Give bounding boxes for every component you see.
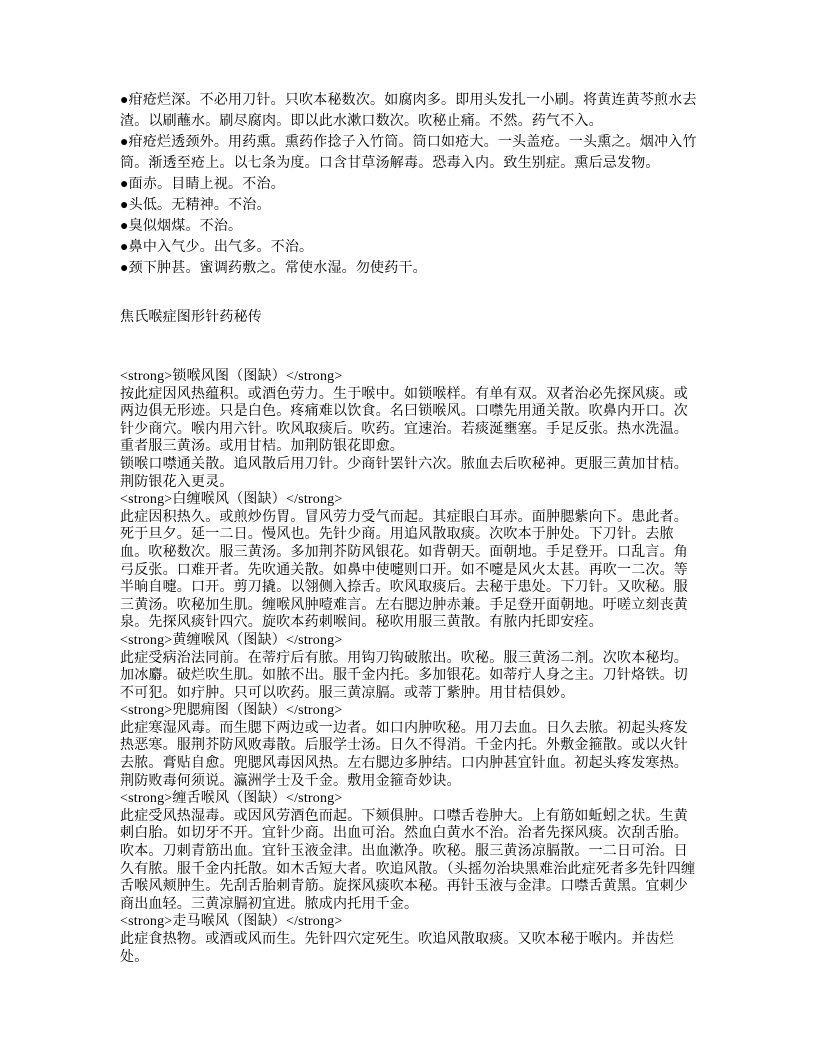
entry-heading: <strong>白缠喉风（图缺）</strong> (120, 492, 343, 508)
entry-heading: <strong>兜腮痈图（图缺）</strong> (120, 703, 343, 719)
note-line: ●疳疮烂透颈外。用药熏。熏药作捻子入竹筒。筒口如疮大。一头盖疮。一头熏之。烟冲入竹筒。渐透至疮上。以七条为度。口含甘草汤解毒。恐毒入内。致生别症。熏后忌发物。 (120, 135, 697, 171)
note-line: ●颈下肿甚。蜜调药敷之。常使水湿。勿使药干。 (120, 261, 427, 276)
note-line: ●臭似烟煤。不治。 (120, 219, 243, 234)
entry-heading: <strong>锁喉风图（图缺）</strong> (120, 369, 343, 384)
entry-paragraph: 按此症因风热蕴积。或酒色劳力。生于喉中。如锁喉样。有单有双。双者治必先探风痰。或两边俱无形迹。只是白色。疼痛难以饮食。名曰锁喉风。口噤先用通关散。吹鼻内开口。次针少商穴。喉内用六针。吹风取痰后。吹药。宜速治。若痰涎壅塞。手足反张。热水洗温。 (120, 386, 688, 437)
entry-heading: <strong>缠舌喉风（图缺）</strong> (120, 791, 343, 807)
entry-paragraph: 锁喉口噤通关散。追风散后用刀针。少商针罢针六次。脓血去后吹秘神。更服三黄加甘桔。荆防银花入更灵。 (120, 456, 688, 490)
note-line: ●鼻中入气少。出气多。不治。 (120, 240, 314, 255)
note-line: ●疳疮烂深。不必用刀针。只吹本秘数次。如腐肉多。即用头发扎一小刷。将黄连黄芩煎水去渣。以刷蘸水。刷尽腐肉。即以此水漱口数次。吹秘止痛。不然。药气不入。 (120, 93, 697, 129)
entry-paragraph: 此症受风热湿毒。或因风劳酒色而起。下颏俱肿。口噤舌卷肿大。上有筋如蚯蚓之状。生黄刺白胎。如切牙不开。宜针少商。出血可治。然血白黄水不治。治者先探风痰。次刮舌胎。吹本。刀刺青筋出血。宜针玉液金津。出血漱净。吹秘。服三黄汤凉膈散。一二日可治。日久有脓。服千金内托散。如木舌短大者。吹追风散。（头摇勿治块黑难治此症死者多先针四缠舌喉风颊肿生。先刮舌胎刺青筋。旋探风痰吹本秘。再针玉液与金津。口噤舌黄黑。宜刺少商出血轻。三黄凉膈初宜进。脓成内托用千金。 (120, 808, 696, 912)
entry-paragraph: 此症寒湿风毒。而生腮下两边或一边者。如口内肿吹秘。用刀去血。日久去脓。初起头疼发热恶寒。服荆芥防风败毒散。后服学士汤。日久不得消。千金内托。外敷金箍散。或以火针去脓。膏贴自愈。兜腮风毒因风热。左右腮边多肿结。口内肿甚宜针血。初起头疼发寒热。荆防败毒何须说。瀛洲学士及千金。敷用金箍奇妙诀。 (120, 720, 688, 789)
entry-paragraph: 重者服三黄汤。或用甘桔。加荆防银花即愈。 (120, 439, 404, 455)
entry-paragraph: 此症受病治法同前。在蒂疔后有脓。用钩刀钩破脓出。吹秘。服三黄汤二剂。次吹本秘均。加冰麝。破烂吹生肌。如脓不出。服千金内托。多加银花。如蒂疔人身之主。刀针烙铁。切不可犯。如疔肿。只可以吹药。服三黄凉膈。或蒂丁紫肿。用甘桔俱妙。 (120, 650, 688, 701)
notes-section (120, 90, 697, 279)
entry-heading: <strong>走马喉风（图缺）</strong> (120, 914, 343, 930)
note-line: ●头低。无精神。不治。 (120, 198, 271, 213)
note-line: ●面赤。目睛上视。不治。 (120, 177, 285, 192)
entry-paragraph: 此症因积热久。或煎炒伤胃。冒风劳力受气而起。其症眼白耳赤。面肿腮紫向下。患此者。死于旦夕。延一二日。慢风也。先针少商。用追风散取痰。次吹本于肿处。下刀针。去脓血。吹秘数次。服三黄汤。多加荆芥防风银花。如背朝天。面朝地。手足登开。口乱言。角弓反张。口难开者。先吹通关散。如鼻中使嚏则口开。如不嚏是风火太甚。再吹一二次。等半晌自嚏。口开。剪刀撬。以翎侧入捺舌。吹风取痰后。去秘于患处。下刀针。又吹秘。服三黄汤。吹秘加生肌。缠喉风肿噎难言。左右腮边肿赤兼。手足登开面朝地。吁嗟立刻丧黄泉。先探风痰针四穴。旋吹本药刺喉间。秘吹用服三黄散。有脓内托即安痊。 (120, 509, 688, 631)
entries-section (120, 368, 697, 966)
entry-paragraph: 此症食热物。或酒或风而生。先针四穴定死生。吹追风散取痰。又吹本秘于喉内。并齿烂处。 (120, 932, 674, 965)
book-title: 焦氏喉症图形针药秘传 (120, 310, 262, 325)
entry-heading: <strong>黄缠喉风（图缺）</strong> (120, 632, 343, 648)
